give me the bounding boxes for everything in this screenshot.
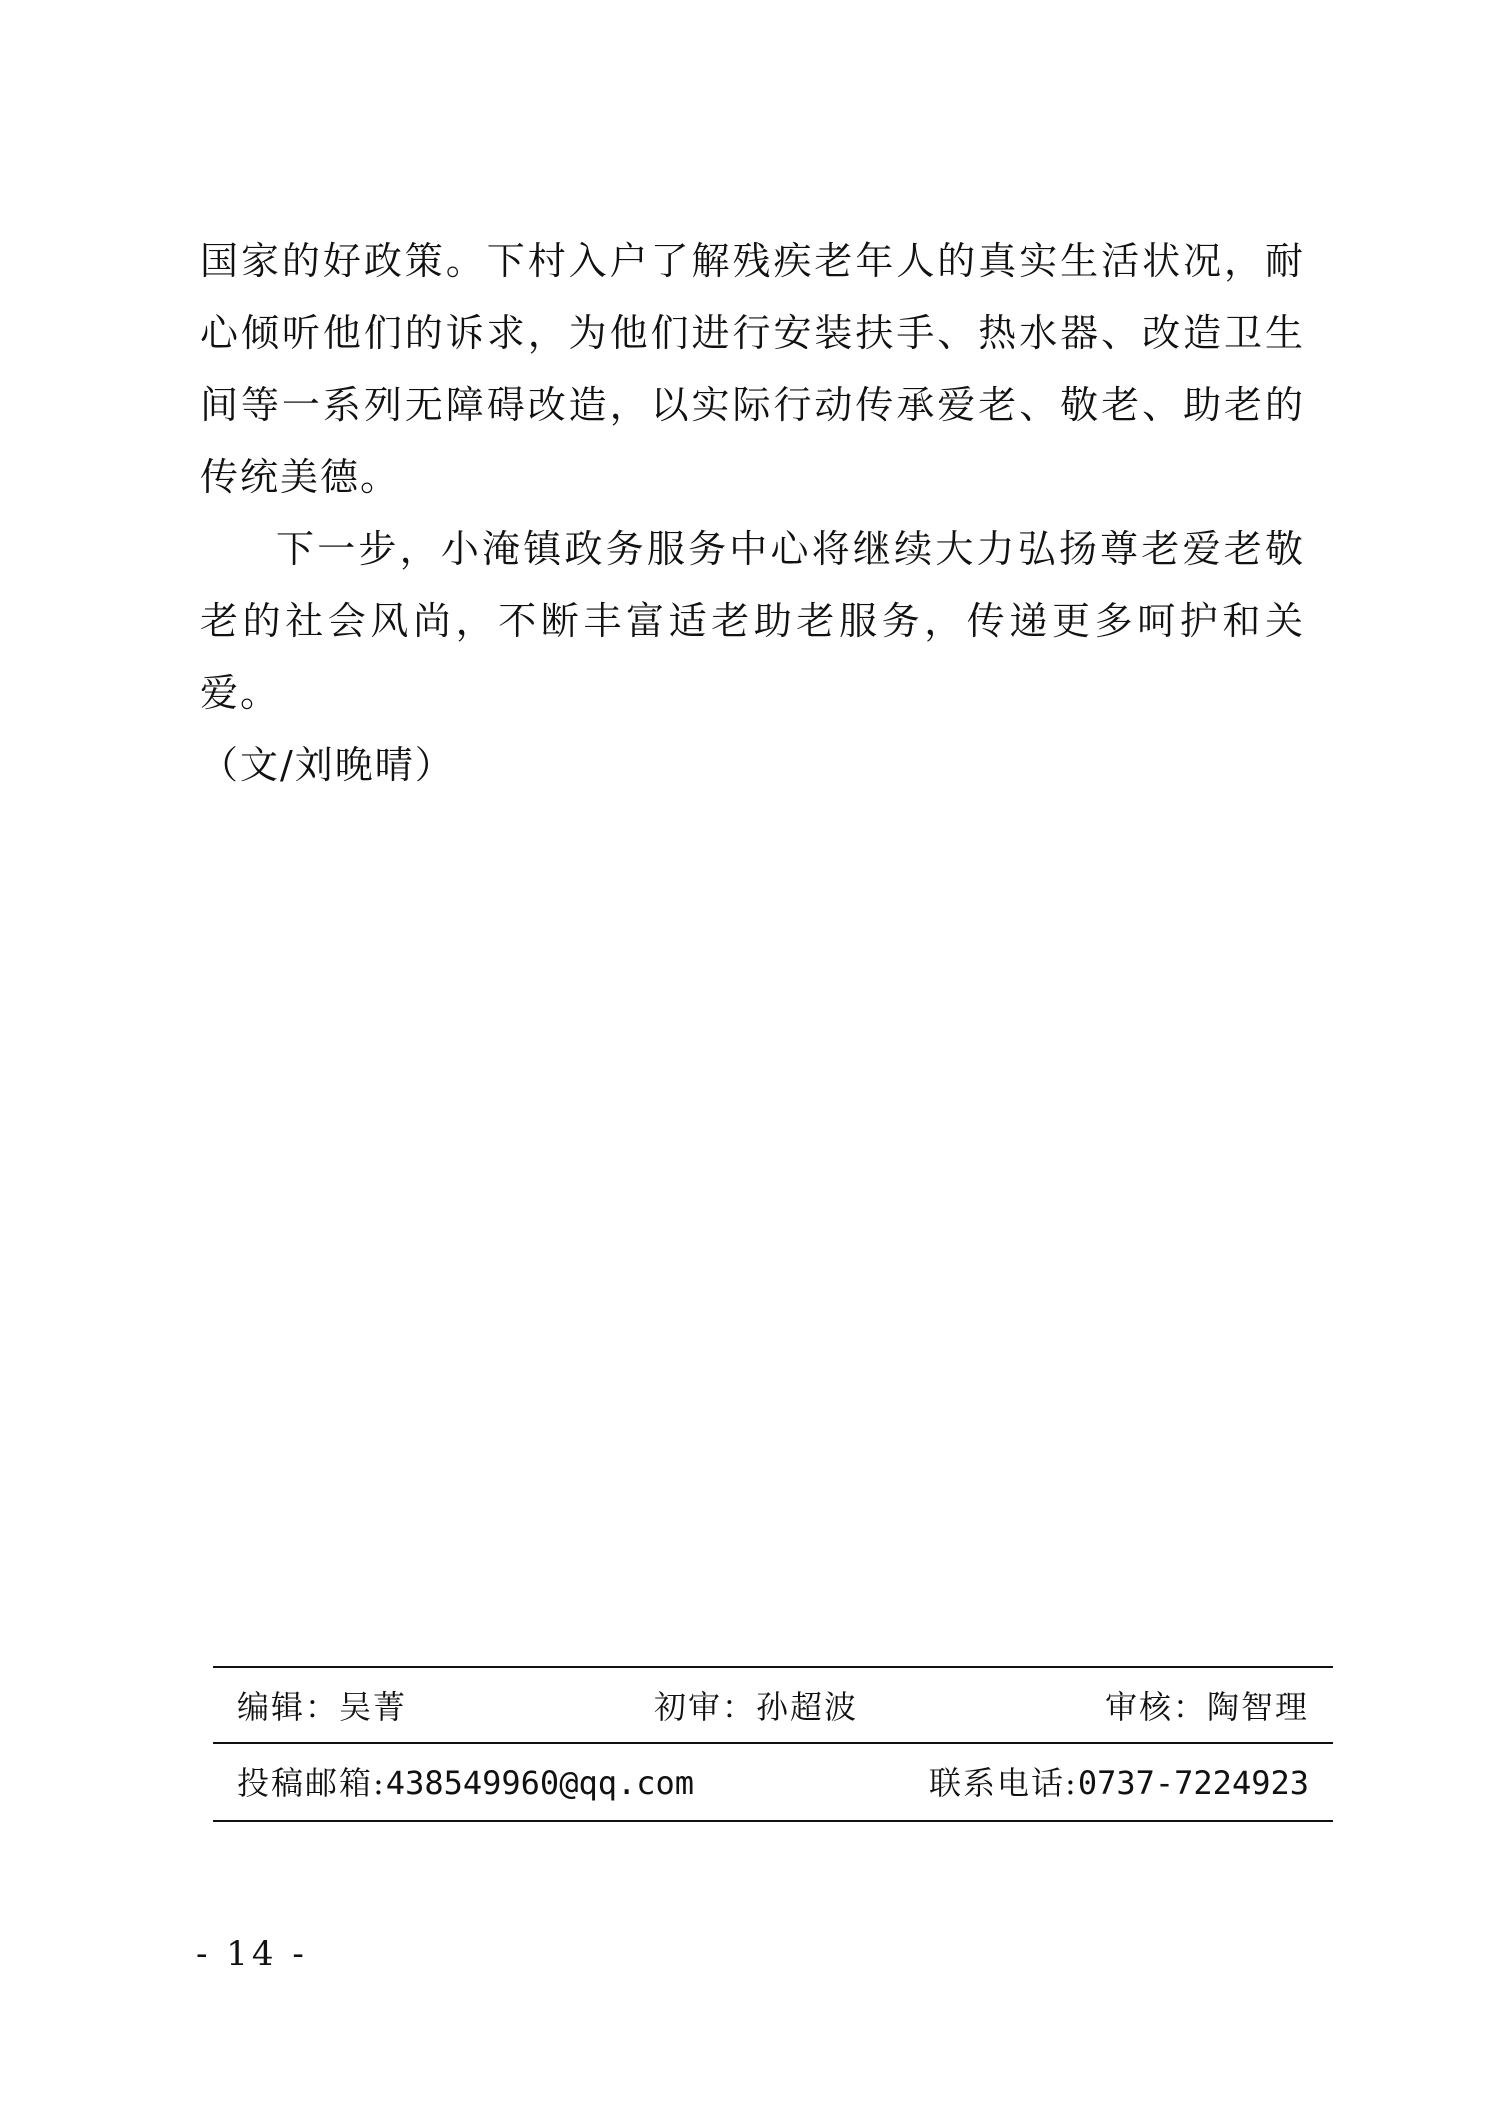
email-contact — [237, 1758, 694, 1804]
page-number: - 14 - — [196, 1934, 308, 1974]
editor-label: 编辑：吴菁 — [237, 1688, 408, 1726]
phone-label: 联系电话: — [929, 1764, 1078, 1802]
phone-number: 0737-7224923 — [1077, 1764, 1309, 1802]
final-review-label: 审核：陶智理 — [1104, 1688, 1309, 1726]
email-label: 投稿邮箱: — [237, 1764, 386, 1802]
email-address: 438549960@qq.com — [385, 1764, 695, 1802]
phone-contact — [929, 1758, 1309, 1804]
first-review-label: 初审：孙超波 — [653, 1688, 858, 1726]
footer-info-box — [213, 1666, 1333, 1822]
article-body — [200, 225, 1305, 801]
article-paragraph: 国家的好政策。下村入户了解残疾老年人的真实生活状况，耐心倾听他们的诉求，为他们进行安装扶手、热水器、改造卫生间等一系列无障碍改造，以实际行动传承爱老、敬老、助老的传统美德。 — [200, 239, 1305, 499]
footer-staff-row — [237, 1668, 1309, 1742]
footer-contact-row — [237, 1744, 1309, 1818]
author-credit: （文/刘晚晴） — [200, 743, 455, 787]
article-paragraph: 下一步，小淹镇政务服务中心将继续大力弘扬尊老爱老敬老的社会风尚，不断丰富适老助老服务，传递更多呵护和关爱。 — [200, 527, 1305, 715]
